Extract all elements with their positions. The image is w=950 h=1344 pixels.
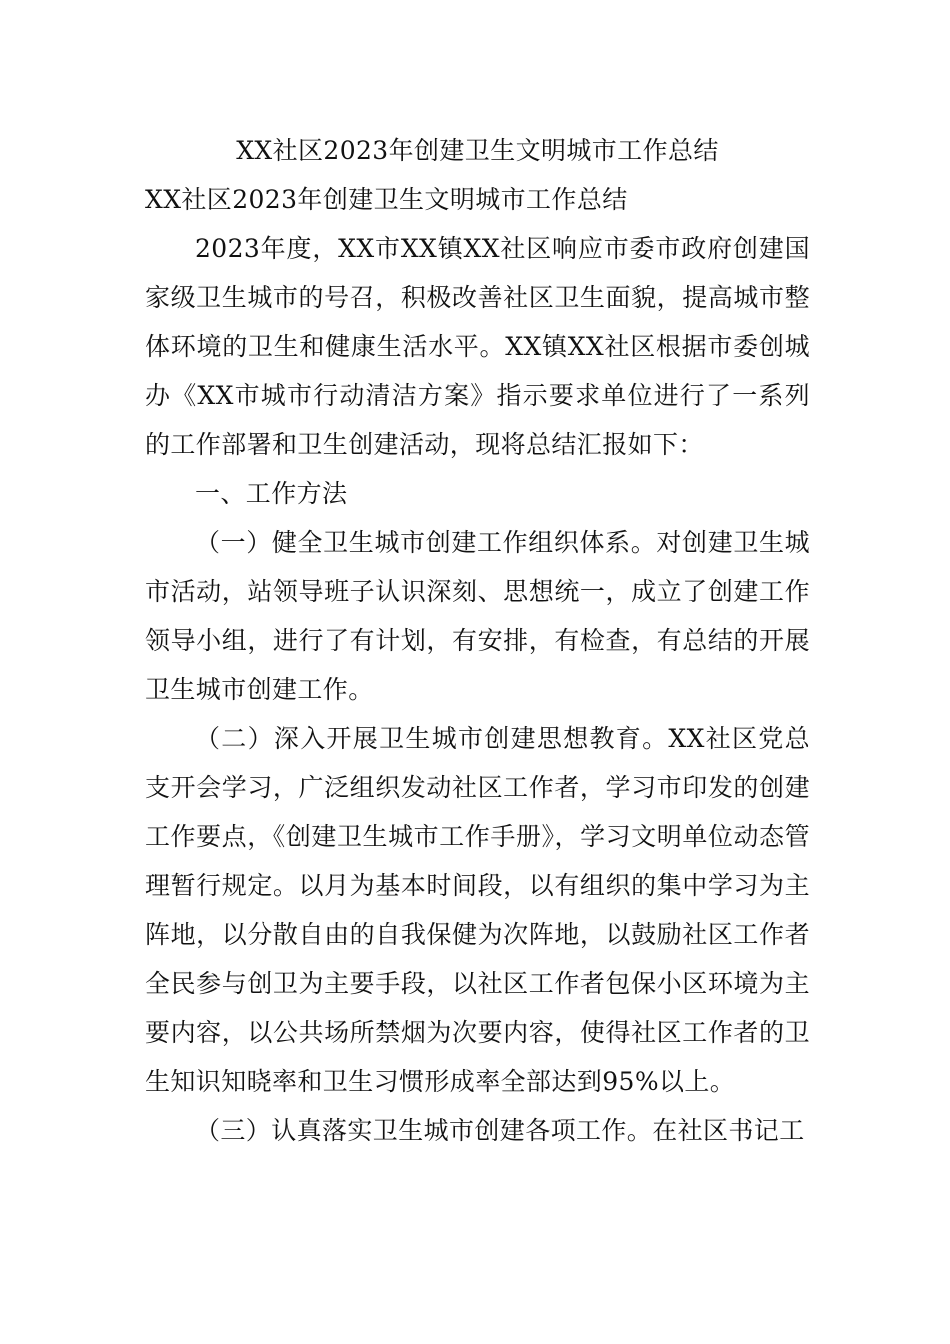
section-heading-work-methods: 一、工作方法 (195, 479, 348, 508)
paragraph-item-1: （一）健全卫生城市创建工作组织体系。对创建卫生城市活动，站领导班子认识深刻、思想统一，成立了创建工作领导小组，进行了有计划，有安排，有检查，有总结的开展卫生城市创建工作。 (145, 528, 810, 704)
document-body (145, 126, 810, 1155)
paragraph-item-3: （三）认真落实卫生城市创建各项工作。在社区书记工 (195, 1116, 805, 1145)
intro-paragraph: 2023年度，XX市XX镇XX社区响应市委市政府创建国家级卫生城市的号召，积极改善社区卫生面貌，提高城市整体环境的卫生和健康生活水平。XX镇XX社区根据市委创城办《XX市城市行动清洁方案》指示要求单位进行了一系列的工作部署和卫生创建活动，现将总结汇报如下： (145, 234, 810, 459)
document-title: XX社区2023年创建卫生文明城市工作总结 (236, 136, 719, 165)
paragraph-item-2: （二）深入开展卫生城市创建思想教育。XX社区党总支开会学习，广泛组织发动社区工作者，学习市印发的创建工作要点，《创建卫生城市工作手册》，学习文明单位动态管理暂行规定。以月为基本时间段，以有组织的集中学习为主阵地，以分散自由的自我保健为次阵地，以鼓励社区工作者全民参与创卫为主要手段，以社区工作者包保小区环境为主要内容，以公共场所禁烟为次要内容，使得社区工作者的卫生知识知晓率和卫生习惯形成率全部达到95%以上。 (145, 724, 810, 1096)
document-subtitle: XX社区2023年创建卫生文明城市工作总结 (145, 185, 628, 214)
